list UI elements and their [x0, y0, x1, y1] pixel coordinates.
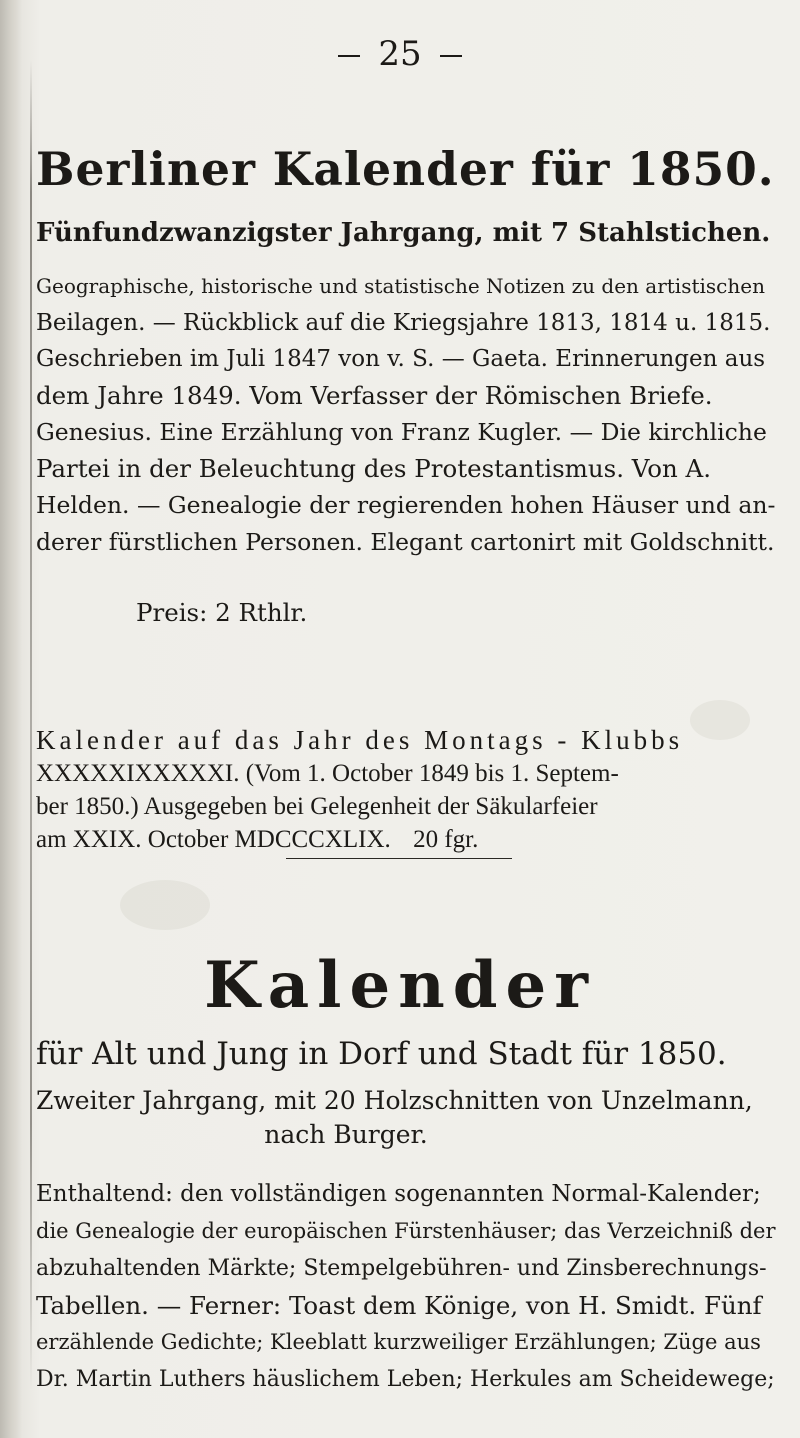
- gutter-edge-line: [30, 60, 32, 1390]
- ad1-line: Helden. — Genealogie der regierenden hohen Häuser und an-: [36, 491, 776, 519]
- ad1-description: [36, 268, 776, 560]
- ad3-edition-line: nach Burger.: [264, 1120, 428, 1149]
- ad1-line: Partei in der Beleuchtung des Protestantismus. Von A.: [36, 453, 712, 483]
- ad2-heading: Kalender auf das Jahr des Montags - Klubbs: [36, 725, 684, 755]
- ad2-price-line: [36, 823, 726, 856]
- ad3-subtitle: für Alt und Jung in Dorf und Stadt für 1850.: [36, 1036, 727, 1072]
- page-number-dash-left: [338, 55, 360, 57]
- ad3-contents: [36, 1176, 776, 1398]
- ad2-block: [36, 724, 766, 856]
- ad3-contents-line: abzuhaltenden Märkte; Stempelgebühren- und Zinsberechnungs-: [36, 1256, 767, 1281]
- page-number: [0, 34, 800, 74]
- ad1-line: Geographische, historische und statistische Notizen zu den artistischen: [36, 274, 765, 298]
- ad1-line: Genesius. Eine Erzählung von Franz Kugler. — Die kirchliche: [36, 418, 767, 446]
- ad1-title: Berliner Kalender für 1850.: [36, 142, 775, 196]
- ad1-subtitle: Fünfundzwanzigster Jahrgang, mit 7 Stahlstichen.: [36, 218, 771, 248]
- ad2-line: XXXXXIXXXXXI. (Vom 1. October 1849 bis 1. Septem-: [36, 760, 619, 787]
- ad3-contents-line: die Genealogie der europäischen Fürstenhäuser; das Verzeichniß der: [36, 1219, 776, 1243]
- ad1-line: Beilagen. — Rückblick auf die Kriegsjahre 1813, 1814 u. 1815.: [36, 309, 771, 336]
- ad3-contents-line: Enthaltend: den vollständigen sogenannten Normal-Kalender;: [36, 1181, 761, 1207]
- ad3-edition-line: Zweiter Jahrgang, mit 20 Holzschnitten von Unzelmann,: [36, 1086, 753, 1115]
- section-divider: [286, 858, 512, 859]
- page-number-dash-right: [440, 55, 462, 57]
- ad1-price: Preis: 2 Rthlr.: [136, 598, 308, 627]
- ad1-line: derer fürstlichen Personen. Elegant cartonirt mit Goldschnitt.: [36, 527, 775, 556]
- ad1-line: Geschrieben im Juli 1847 von v. S. — Gaeta. Erinnerungen aus: [36, 346, 766, 372]
- ad3-title: Kalender: [204, 948, 596, 1023]
- ad3-contents-line: Tabellen. — Ferner: Toast dem Könige, von H. Smidt. Fünf: [36, 1291, 762, 1320]
- ad1-line: dem Jahre 1849. Vom Verfasser der Römischen Briefe.: [36, 380, 713, 410]
- paper-stain: [120, 880, 210, 930]
- ad3-contents-line: Dr. Martin Luthers häuslichem Leben; Herkules am Scheidewege;: [36, 1367, 775, 1392]
- ad2-line: am XXIX. October MDCCCXLIX.: [36, 826, 391, 853]
- ad3-contents-line: erzählende Gedichte; Kleeblatt kurzweiliger Erzählungen; Züge aus: [36, 1330, 761, 1354]
- ad2-line: ber 1850.) Ausgegeben bei Gelegenheit der Säkularfeier: [36, 793, 598, 820]
- page-number-text: 25: [378, 34, 422, 74]
- ad2-price: 20 fgr.: [413, 826, 479, 853]
- page-gutter-shadow: [0, 0, 22, 1438]
- ad3-edition: [36, 1084, 766, 1152]
